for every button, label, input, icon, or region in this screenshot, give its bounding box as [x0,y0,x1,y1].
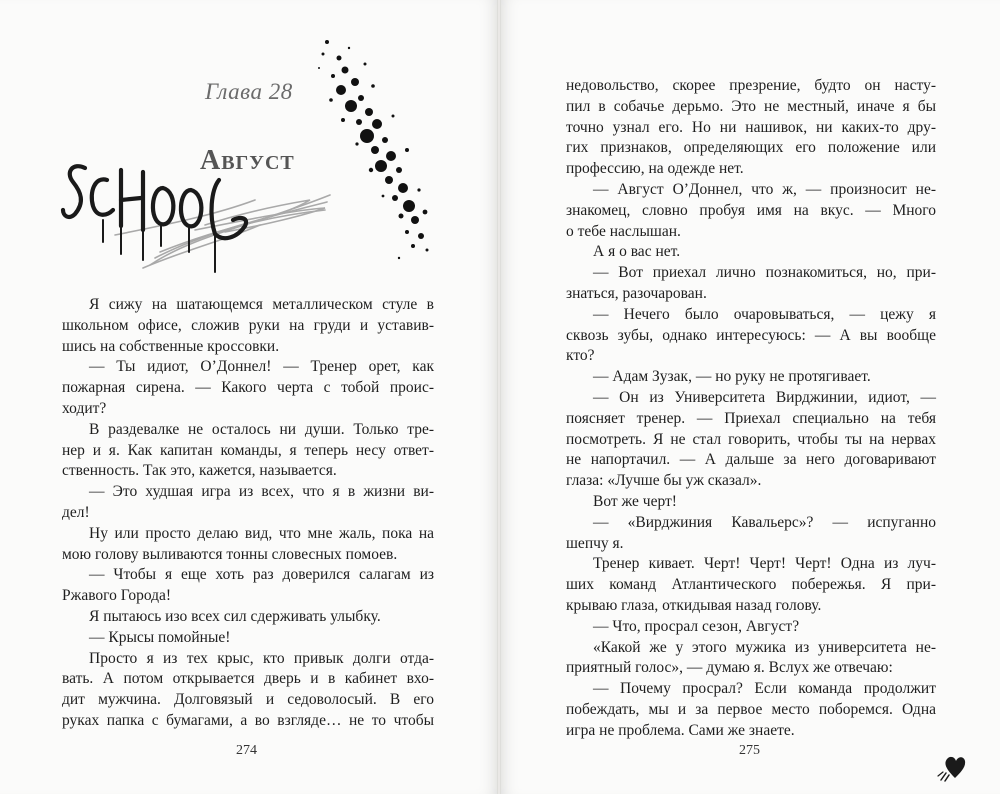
text-line: нер и я. Как капитан команды, я теперь несу ответ- [62,441,434,459]
text-line: не напортачил. — А дальше за него договаривают [566,451,936,469]
text-line: глаза: «Лучше бы уж сказал». [566,472,762,490]
text-line: — Он из Университета Вирджинии, идиот, — [593,388,936,406]
text-line: пил в собачье дерьмо. Это не местный, иначе я бы [566,97,936,115]
text-line: — Почему просрал? Если команда продолжит [593,680,936,698]
school-graffiti-icon [63,166,246,272]
text-line: профессию, на одежде нет. [566,160,744,178]
chapter-title: Август [200,145,295,176]
book-gutter [497,0,501,794]
text-line: А я о вас нет. [593,243,681,261]
text-line: — Крысы помойные! [89,628,231,646]
text-line: приятный голос», — думаю я. Вслух же отвечаю: [566,659,893,677]
text-line: дит мужчина. Долговязый и седоволосый. В его [62,691,434,709]
text-line: сквозь зубы, однако интересуюсь: — А вы вообще [566,326,936,344]
text-line: крываю глаза, откидывая назад голову. [566,596,822,614]
text-line: Ржавого Города! [62,587,172,605]
text-line: вать. А потом открывается дверь и в кабинет вхо- [62,670,434,688]
text-line: — Ты идиот, О’Доннел! — Тренер орет, как [89,358,434,376]
text-line: руках папка с бумагами, а во взгляде… не то чтобы [62,711,434,729]
text-line: ходит? [62,399,107,417]
text-line: ственность. Так это, кажется, называется. [62,462,337,480]
text-line: шись на собственные кроссовки. [62,337,280,355]
heart-icon [937,748,969,782]
text-line: Я сижу на шатающемся металлическом стуле в [89,296,434,313]
text-line: поясняет тренер. — Приехал специально на тебя [566,409,936,427]
text-line: — Август О’Доннел, что ж, — произносит не- [593,180,936,198]
text-line: точно узнал его. Но ни нашивок, ни каких-то дру- [566,118,936,136]
text-line: — Что, просрал сезон, Август? [593,617,800,635]
scribble-icon [115,195,330,268]
text-line: кто? [566,347,595,365]
text-line: Вот же черт! [593,492,677,510]
text-line: недовольство, скорее презрение, будто он насту- [566,77,936,94]
text-line: — Это худшая игра из всех, что я в жизни ви- [89,483,434,501]
text-line: мою голову выливаются тонны словесных помоев. [62,545,398,563]
text-line: дел! [62,503,90,521]
text-line: — Адам Зузак, — но руку не протягивает. [593,368,871,386]
text-line: Ну или просто делаю вид, что мне жаль, пока на [89,524,434,542]
text-line: — Нечего было очаровываться, — цежу я [593,305,936,323]
right-page-body [566,76,936,742]
text-line: — Вот приехал лично познакомиться, но, при- [593,264,936,282]
ink-splatter-icon [318,40,429,259]
page-number-right: 275 [739,743,760,758]
text-line: игра не проблема. Сами же знаете. [566,721,795,739]
page-number-left: 274 [236,743,257,758]
text-line: — «Вирджиния Кавальерс»? — испуганно [593,513,936,531]
text-line: гих признаков, определяющих его положение или [566,139,936,157]
text-line: Я пытаюсь изо всех сил сдерживать улыбку. [89,607,381,625]
text-line: побеждать, мы и за первое место поборемся. Одна [566,700,936,718]
text-line: школьном офисе, сложив руки на груди и уставив- [62,316,434,334]
text-line: — Чтобы я еще хоть раз доверился салагам из [89,566,434,584]
text-line: о тебе наслышан. [566,222,681,240]
text-line: ших команд Атлантического побережья. Я при- [566,576,936,594]
text-line: Тренер кивает. Черт! Черт! Черт! Одна из луч- [593,555,936,573]
text-line: знакомец, словно пробуя имя на вкус. — Много [566,201,936,219]
text-line: «Какой же у этого мужика из университета не- [593,638,936,656]
chapter-label: Глава 28 [205,79,293,104]
text-line: посмотреть. Я не стал говорить, чтобы ты на нервах [566,430,936,448]
text-line: В раздевалке не осталось ни души. Только тре- [89,420,434,438]
text-line: Просто я из тех крыс, кто привык долги отда- [89,649,434,667]
text-line: шепчу я. [566,534,624,552]
text-line: пожарная сирена. — Какого черта с тобой проис- [62,379,434,397]
left-page-body [62,295,434,732]
text-line: знаться, разочарован. [566,284,707,302]
